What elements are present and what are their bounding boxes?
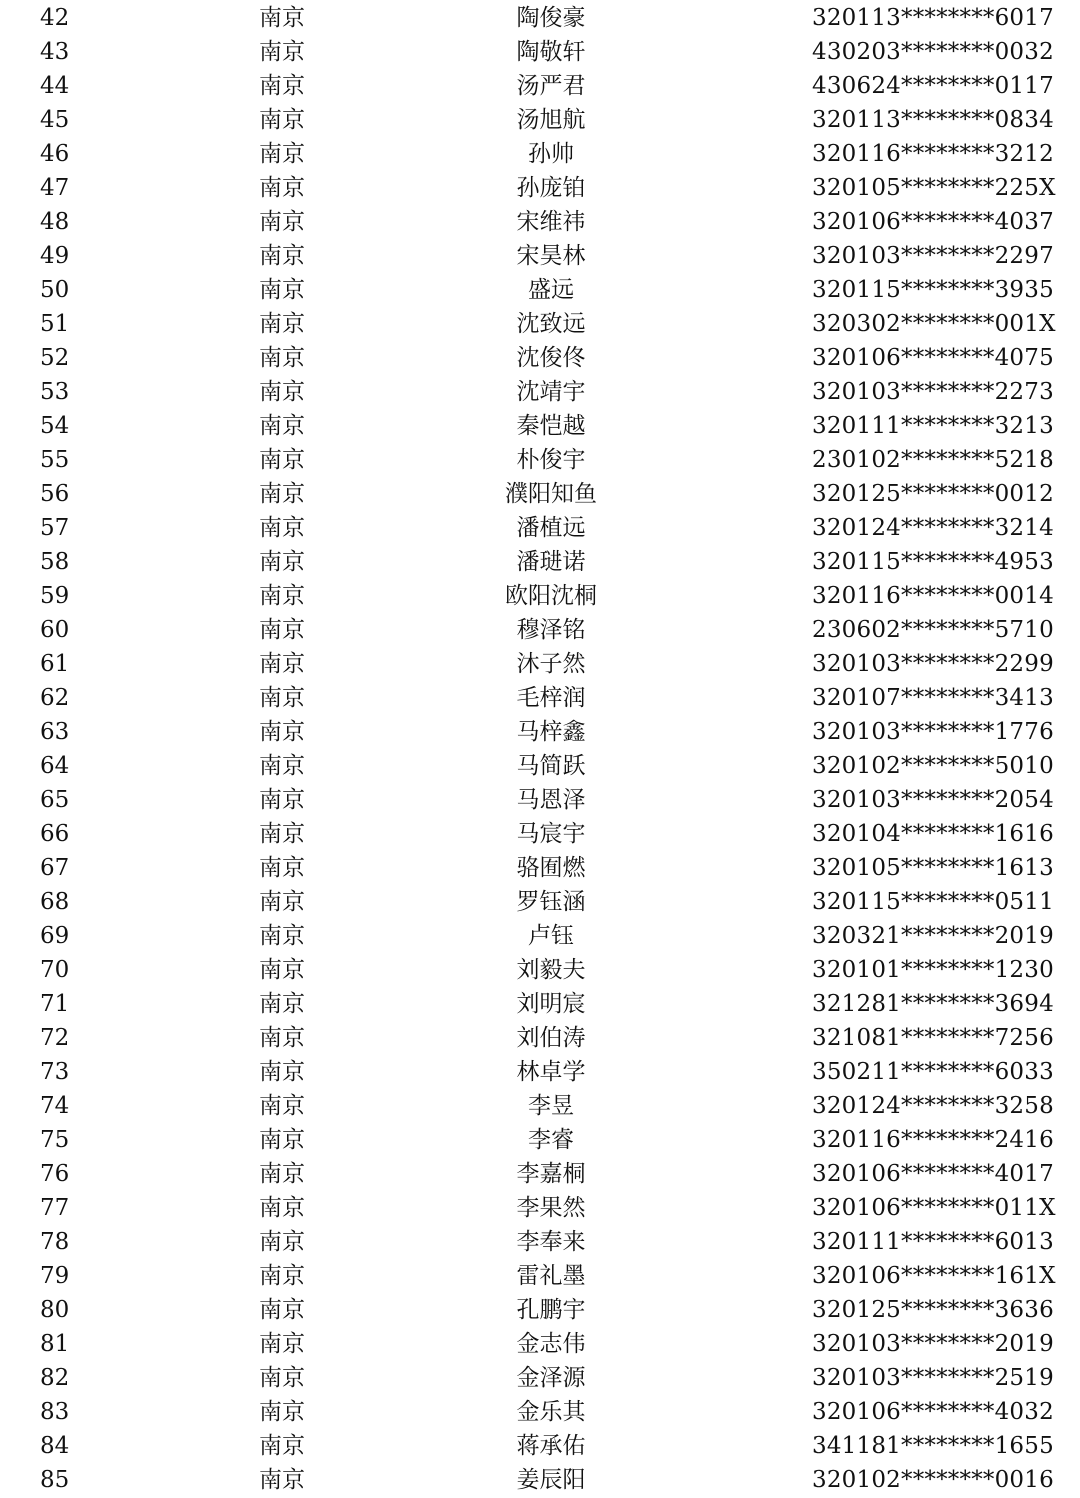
city-cell: 南京 — [259, 1399, 305, 1425]
id-number-cell: 320107********3413 — [812, 685, 1054, 711]
row-number: 84 — [40, 1433, 70, 1459]
row-number: 52 — [40, 345, 70, 371]
table-row — [0, 851, 1080, 885]
table-row — [0, 307, 1080, 341]
table-row — [0, 681, 1080, 715]
id-number-cell: 320113********0834 — [812, 107, 1054, 133]
table-row — [0, 103, 1080, 137]
id-number-cell: 320115********3935 — [812, 277, 1054, 303]
row-number: 55 — [40, 447, 70, 473]
name-cell: 汤严君 — [516, 73, 586, 99]
id-number-cell: 350211********6033 — [812, 1059, 1054, 1085]
table-row — [0, 1259, 1080, 1293]
id-number-cell: 320106********4037 — [812, 209, 1054, 235]
city-cell: 南京 — [259, 481, 305, 507]
id-number-cell: 320321********2019 — [812, 923, 1054, 949]
id-number-cell: 320106********4017 — [812, 1161, 1054, 1187]
table-row — [0, 35, 1080, 69]
city-cell: 南京 — [259, 1365, 305, 1391]
name-cell: 李果然 — [516, 1195, 586, 1221]
name-cell: 金乐其 — [516, 1399, 586, 1425]
row-number: 65 — [40, 787, 70, 813]
city-cell: 南京 — [259, 73, 305, 99]
table-row — [0, 69, 1080, 103]
city-cell: 南京 — [259, 957, 305, 983]
table-row — [0, 1157, 1080, 1191]
table-row — [0, 1191, 1080, 1225]
city-cell: 南京 — [259, 1127, 305, 1153]
row-number: 51 — [40, 311, 70, 337]
table-row — [0, 375, 1080, 409]
table-row — [0, 783, 1080, 817]
city-cell: 南京 — [259, 379, 305, 405]
id-number-cell: 320103********2297 — [812, 243, 1054, 269]
city-cell: 南京 — [259, 651, 305, 677]
name-cell: 金志伟 — [516, 1331, 586, 1357]
name-cell: 秦恺越 — [516, 413, 586, 439]
name-cell: 朴俊宇 — [516, 447, 586, 473]
table-row — [0, 171, 1080, 205]
row-number: 56 — [40, 481, 70, 507]
row-number: 68 — [40, 889, 70, 915]
name-cell: 蒋承佑 — [516, 1433, 586, 1459]
row-number: 83 — [40, 1399, 70, 1425]
city-cell: 南京 — [259, 107, 305, 133]
id-number-cell: 320116********0014 — [812, 583, 1054, 609]
city-cell: 南京 — [259, 583, 305, 609]
row-number: 66 — [40, 821, 70, 847]
city-cell: 南京 — [259, 413, 305, 439]
name-cell: 金泽源 — [516, 1365, 586, 1391]
city-cell: 南京 — [259, 1195, 305, 1221]
city-cell: 南京 — [259, 855, 305, 881]
row-number: 45 — [40, 107, 70, 133]
id-number-cell: 320124********3258 — [812, 1093, 1054, 1119]
table-row — [0, 1429, 1080, 1463]
row-number: 43 — [40, 39, 70, 65]
city-cell: 南京 — [259, 447, 305, 473]
table-row — [0, 817, 1080, 851]
row-number: 76 — [40, 1161, 70, 1187]
id-number-cell: 320302********001X — [812, 311, 1056, 337]
row-number: 71 — [40, 991, 70, 1017]
id-number-cell: 320116********3212 — [812, 141, 1054, 167]
table-row — [0, 1327, 1080, 1361]
name-cell: 穆泽铭 — [516, 617, 586, 643]
name-cell: 沈俊佟 — [516, 345, 586, 371]
table-row — [0, 613, 1080, 647]
id-number-cell: 320115********0511 — [812, 889, 1054, 915]
table-row — [0, 1463, 1080, 1497]
name-cell: 姜辰阳 — [516, 1467, 586, 1493]
name-cell: 沈致远 — [516, 311, 586, 337]
city-cell: 南京 — [259, 991, 305, 1017]
id-number-cell: 320103********2019 — [812, 1331, 1054, 1357]
city-cell: 南京 — [259, 787, 305, 813]
row-number: 50 — [40, 277, 70, 303]
row-number: 70 — [40, 957, 70, 983]
table-row — [0, 1361, 1080, 1395]
row-number: 61 — [40, 651, 70, 677]
table-row — [0, 1123, 1080, 1157]
table-row — [0, 579, 1080, 613]
name-cell: 李睿 — [528, 1127, 574, 1153]
table-row — [0, 341, 1080, 375]
table-row — [0, 647, 1080, 681]
row-number: 67 — [40, 855, 70, 881]
city-cell: 南京 — [259, 1059, 305, 1085]
name-cell: 孙帅 — [528, 141, 574, 167]
id-number-cell: 320125********3636 — [812, 1297, 1054, 1323]
table-row — [0, 1293, 1080, 1327]
id-number-cell: 320103********1776 — [812, 719, 1054, 745]
id-number-cell: 320103********2273 — [812, 379, 1054, 405]
city-cell: 南京 — [259, 1161, 305, 1187]
table-row — [0, 239, 1080, 273]
city-cell: 南京 — [259, 311, 305, 337]
table-row — [0, 987, 1080, 1021]
name-cell: 罗钰涵 — [516, 889, 586, 915]
name-cell: 陶敬轩 — [516, 39, 586, 65]
name-cell: 欧阳沈桐 — [505, 583, 597, 609]
id-number-cell: 320105********225X — [812, 175, 1056, 201]
name-cell: 骆囿燃 — [516, 855, 586, 881]
table-row — [0, 205, 1080, 239]
row-number: 59 — [40, 583, 70, 609]
city-cell: 南京 — [259, 753, 305, 779]
row-number: 42 — [40, 5, 70, 31]
name-cell: 李嘉桐 — [516, 1161, 586, 1187]
row-number: 78 — [40, 1229, 70, 1255]
id-number-cell: 320105********1613 — [812, 855, 1054, 881]
name-cell: 沐子然 — [516, 651, 586, 677]
id-number-cell: 320111********3213 — [812, 413, 1054, 439]
name-cell: 马恩泽 — [516, 787, 586, 813]
table-row — [0, 477, 1080, 511]
id-number-cell: 321281********3694 — [812, 991, 1054, 1017]
id-number-cell: 341181********1655 — [812, 1433, 1054, 1459]
row-number: 81 — [40, 1331, 70, 1357]
row-number: 58 — [40, 549, 70, 575]
row-number: 79 — [40, 1263, 70, 1289]
name-cell: 马宸宇 — [516, 821, 586, 847]
row-number: 44 — [40, 73, 70, 99]
city-cell: 南京 — [259, 515, 305, 541]
row-number: 82 — [40, 1365, 70, 1391]
table-row — [0, 511, 1080, 545]
city-cell: 南京 — [259, 209, 305, 235]
table-row — [0, 443, 1080, 477]
name-cell: 马简跃 — [516, 753, 586, 779]
row-number: 48 — [40, 209, 70, 235]
table-row — [0, 273, 1080, 307]
name-cell: 陶俊豪 — [516, 5, 586, 31]
table-row — [0, 885, 1080, 919]
name-cell: 卢钰 — [528, 923, 574, 949]
city-cell: 南京 — [259, 1331, 305, 1357]
city-cell: 南京 — [259, 923, 305, 949]
name-cell: 李奉来 — [516, 1229, 586, 1255]
id-number-cell: 320106********011X — [812, 1195, 1056, 1221]
table-row — [0, 953, 1080, 987]
row-number: 80 — [40, 1297, 70, 1323]
row-number: 73 — [40, 1059, 70, 1085]
name-cell: 刘毅夫 — [516, 957, 586, 983]
id-number-cell: 320102********0016 — [812, 1467, 1054, 1493]
row-number: 54 — [40, 413, 70, 439]
name-cell: 马梓鑫 — [516, 719, 586, 745]
id-number-cell: 320106********4075 — [812, 345, 1054, 371]
table-row — [0, 1021, 1080, 1055]
name-cell: 潘植远 — [516, 515, 586, 541]
row-number: 75 — [40, 1127, 70, 1153]
id-number-cell: 320106********161X — [812, 1263, 1056, 1289]
row-number: 69 — [40, 923, 70, 949]
city-cell: 南京 — [259, 1433, 305, 1459]
city-cell: 南京 — [259, 277, 305, 303]
table-row — [0, 409, 1080, 443]
city-cell: 南京 — [259, 889, 305, 915]
id-number-cell: 430203********0032 — [812, 39, 1054, 65]
table-row — [0, 749, 1080, 783]
table-row — [0, 1225, 1080, 1259]
city-cell: 南京 — [259, 1025, 305, 1051]
table-row — [0, 1, 1080, 35]
name-cell: 盛远 — [528, 277, 574, 303]
row-number: 64 — [40, 753, 70, 779]
city-cell: 南京 — [259, 719, 305, 745]
row-number: 46 — [40, 141, 70, 167]
id-number-cell: 320125********0012 — [812, 481, 1054, 507]
city-cell: 南京 — [259, 39, 305, 65]
table-row — [0, 1055, 1080, 1089]
row-number: 85 — [40, 1467, 70, 1493]
id-number-cell: 320102********5010 — [812, 753, 1054, 779]
id-number-cell: 320113********6017 — [812, 5, 1054, 31]
id-number-cell: 320111********6013 — [812, 1229, 1054, 1255]
table-row — [0, 137, 1080, 171]
city-cell: 南京 — [259, 345, 305, 371]
name-cell: 沈靖宇 — [516, 379, 586, 405]
table-row — [0, 919, 1080, 953]
id-number-cell: 320115********4953 — [812, 549, 1054, 575]
row-number: 53 — [40, 379, 70, 405]
row-number: 62 — [40, 685, 70, 711]
name-cell: 雷礼墨 — [516, 1263, 586, 1289]
city-cell: 南京 — [259, 1093, 305, 1119]
id-number-cell: 430624********0117 — [812, 73, 1054, 99]
name-cell: 孙庞铂 — [516, 175, 586, 201]
id-number-cell: 320103********2299 — [812, 651, 1054, 677]
city-cell: 南京 — [259, 1263, 305, 1289]
name-cell: 宋维祎 — [516, 209, 586, 235]
city-cell: 南京 — [259, 5, 305, 31]
city-cell: 南京 — [259, 1467, 305, 1493]
city-cell: 南京 — [259, 1229, 305, 1255]
city-cell: 南京 — [259, 175, 305, 201]
row-number: 77 — [40, 1195, 70, 1221]
row-number: 74 — [40, 1093, 70, 1119]
row-number: 63 — [40, 719, 70, 745]
table-row — [0, 545, 1080, 579]
row-number: 47 — [40, 175, 70, 201]
city-cell: 南京 — [259, 1297, 305, 1323]
table-row — [0, 1089, 1080, 1123]
name-cell: 潘琎诺 — [516, 549, 586, 575]
id-number-cell: 320103********2054 — [812, 787, 1054, 813]
name-cell: 濮阳知鱼 — [505, 481, 597, 507]
name-cell: 刘明宸 — [516, 991, 586, 1017]
row-number: 57 — [40, 515, 70, 541]
name-cell: 李昱 — [528, 1093, 574, 1119]
id-number-cell: 230602********5710 — [812, 617, 1054, 643]
table-row — [0, 1395, 1080, 1429]
city-cell: 南京 — [259, 243, 305, 269]
city-cell: 南京 — [259, 141, 305, 167]
name-cell: 汤旭航 — [516, 107, 586, 133]
row-number: 60 — [40, 617, 70, 643]
city-cell: 南京 — [259, 685, 305, 711]
row-number: 49 — [40, 243, 70, 269]
name-cell: 刘伯涛 — [516, 1025, 586, 1051]
name-cell: 毛梓润 — [516, 685, 586, 711]
city-cell: 南京 — [259, 549, 305, 575]
id-number-cell: 321081********7256 — [812, 1025, 1054, 1051]
table-row — [0, 715, 1080, 749]
id-number-cell: 320124********3214 — [812, 515, 1054, 541]
roster-table — [0, 1, 1080, 1497]
id-number-cell: 320103********2519 — [812, 1365, 1054, 1391]
id-number-cell: 320106********4032 — [812, 1399, 1054, 1425]
name-cell: 孔鹏宇 — [516, 1297, 586, 1323]
id-number-cell: 320116********2416 — [812, 1127, 1054, 1153]
name-cell: 林卓学 — [516, 1059, 586, 1085]
row-number: 72 — [40, 1025, 70, 1051]
id-number-cell: 230102********5218 — [812, 447, 1054, 473]
id-number-cell: 320104********1616 — [812, 821, 1054, 847]
id-number-cell: 320101********1230 — [812, 957, 1054, 983]
city-cell: 南京 — [259, 617, 305, 643]
city-cell: 南京 — [259, 821, 305, 847]
name-cell: 宋昊林 — [516, 243, 586, 269]
